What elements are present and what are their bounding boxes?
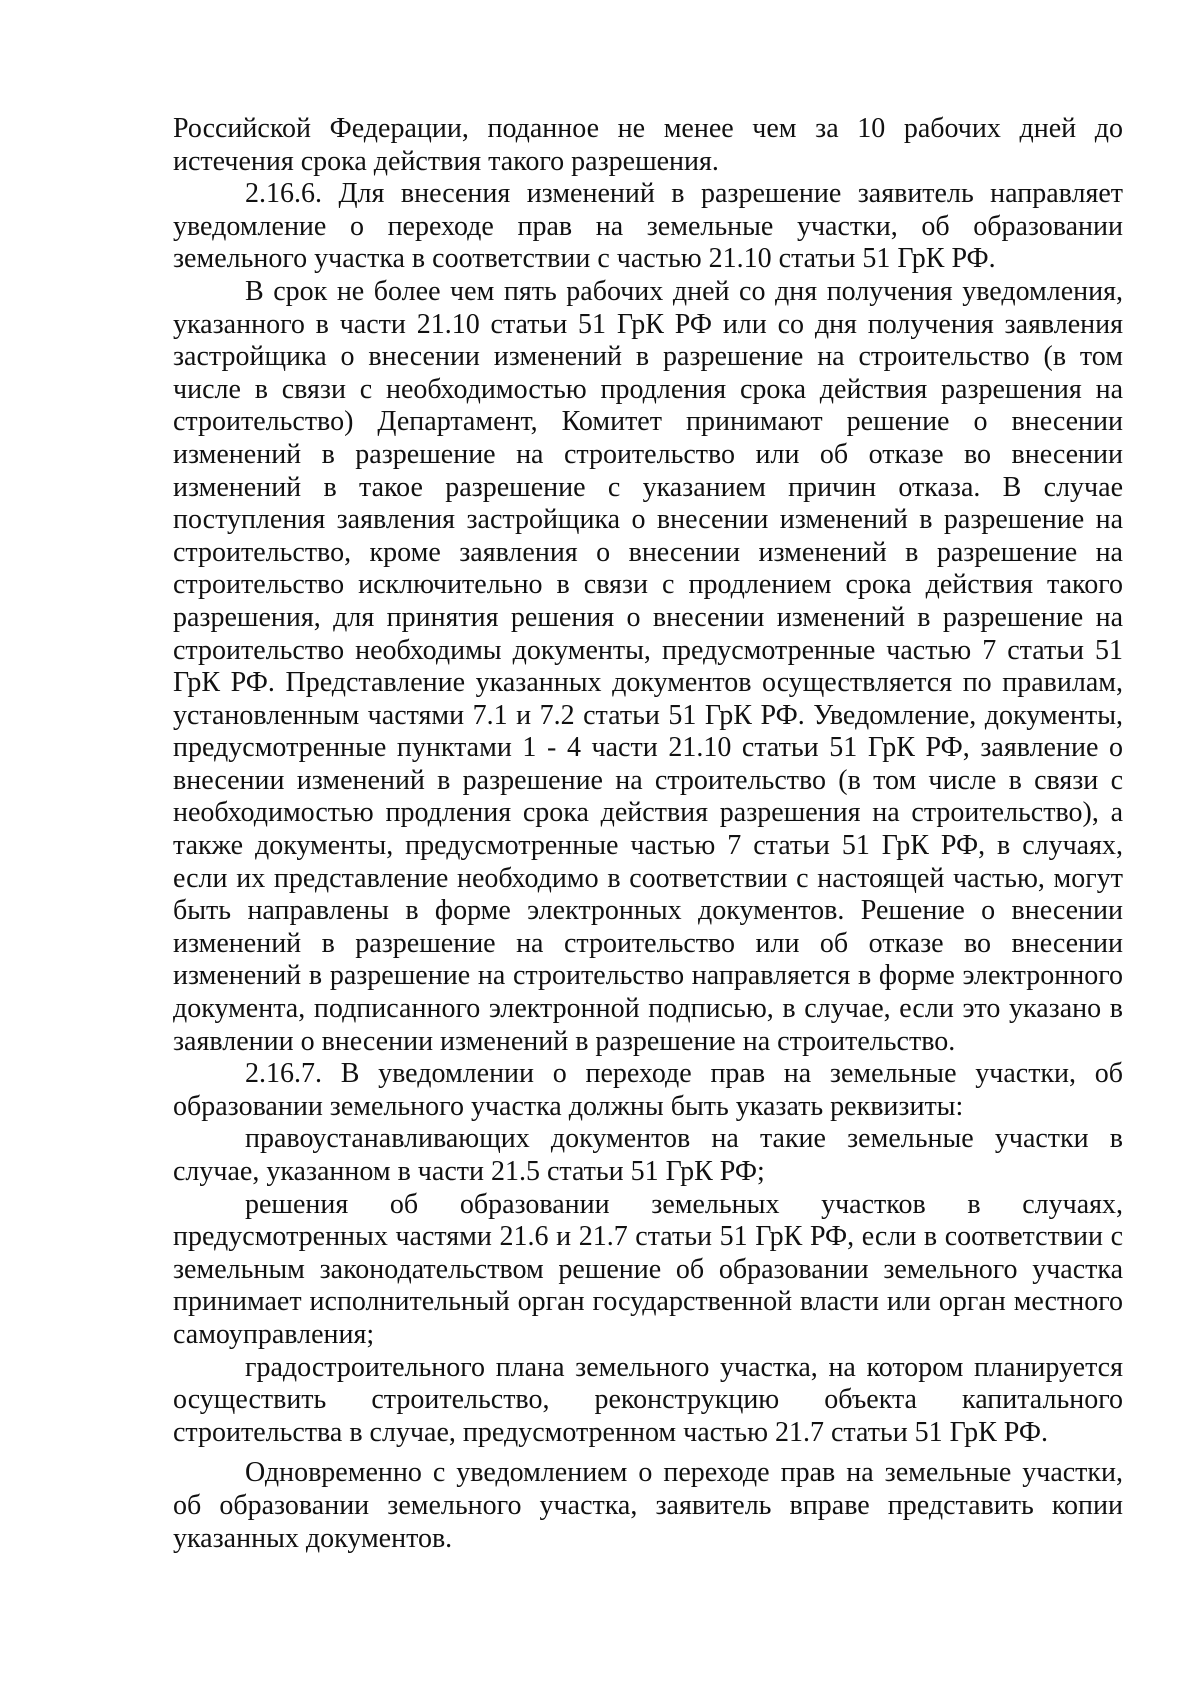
paragraph-urban-plan: градостроительного плана земельного участка, на котором планируется осуществить строительство, реконструкцию объекта капитального строительства в случае, предусмотренном частью 21.7 статьи 51 ГрК РФ. bbox=[173, 1351, 1123, 1448]
paragraph-decision-deadline: В срок не более чем пять рабочих дней со дня получения уведомления, указанного в части 21.10 статьи 51 ГрК РФ или со дня получения заявления застройщика о внесении изменений в разрешение на строительство (в том числе в связи с необходимостью продления срока действия разрешения на строительство) Департамент, Комитет принимают решение о внесении изменений в разрешение на строительство или об отказе во внесении изменений в такое разрешение с указанием причин отказа. В случае поступления заявления застройщика о внесении изменений в разрешение на строительство, кроме заявления о внесении изменений в разрешение на строительство исключительно в связи с продлением срока действия такого разрешения, для принятия решения о внесении изменений в разрешение на строительство необходимы документы, предусмотренные частью 7 статьи 51 ГрК РФ. Представление указанных документов осуществляется по правилам, установленным частями 7.1 и 7.2 статьи 51 ГрК РФ. Уведомление, документы, предусмотренные пунктами 1 - 4 части 21.10 статьи 51 ГрК РФ, заявление о внесении изменений в разрешение на строительство (в том числе в связи с необходимостью продления срока действия разрешения на строительство), а также документы, предусмотренные частью 7 статьи 51 ГрК РФ, в случаях, если их представление необходимо в соответствии с настоящей частью, могут быть направлены в форме электронных документов. Решение о внесении изменений в разрешение на строительство или об отказе во внесении изменений в разрешение на строительство направляется в форме электронного документа, подписанного электронной подписью, в случае, если это указано в заявлении о внесении изменений в разрешение на строительство. bbox=[173, 275, 1123, 1057]
paragraph-2-16-7: 2.16.7. В уведомлении о переходе прав на земельные участки, об образовании земельного участка должны быть указать реквизиты: bbox=[173, 1058, 1123, 1122]
paragraph-title-documents: правоустанавливающих документов на такие земельные участки в случае, указанном в части 21.5 статьи 51 ГрК РФ; bbox=[173, 1123, 1123, 1187]
paragraph-continuation: Российской Федерации, поданное не менее чем за 10 рабочих дней до истечения срока действия такого разрешения. bbox=[173, 113, 1123, 177]
paragraph-copies: Одновременно с уведомлением о переходе прав на земельные участки, об образовании земельного участка, заявитель вправе представить копии указанных документов. bbox=[173, 1457, 1123, 1554]
paragraph-land-formation-decision: решения об образовании земельных участков в случаях, предусмотренных частями 21.6 и 21.7 статьи 51 ГрК РФ, если в соответствии с земельным законодательством решение об образовании земельного участка принимает исполнительный орган государственной власти или орган местного самоуправления; bbox=[173, 1188, 1123, 1350]
paragraph-2-16-6: 2.16.6. Для внесения изменений в разрешение заявитель направляет уведомление о переходе прав на земельные участки, об образовании земельного участка в соответствии с частью 21.10 статьи 51 ГрК РФ. bbox=[173, 178, 1123, 275]
document-page bbox=[173, 113, 1123, 1555]
